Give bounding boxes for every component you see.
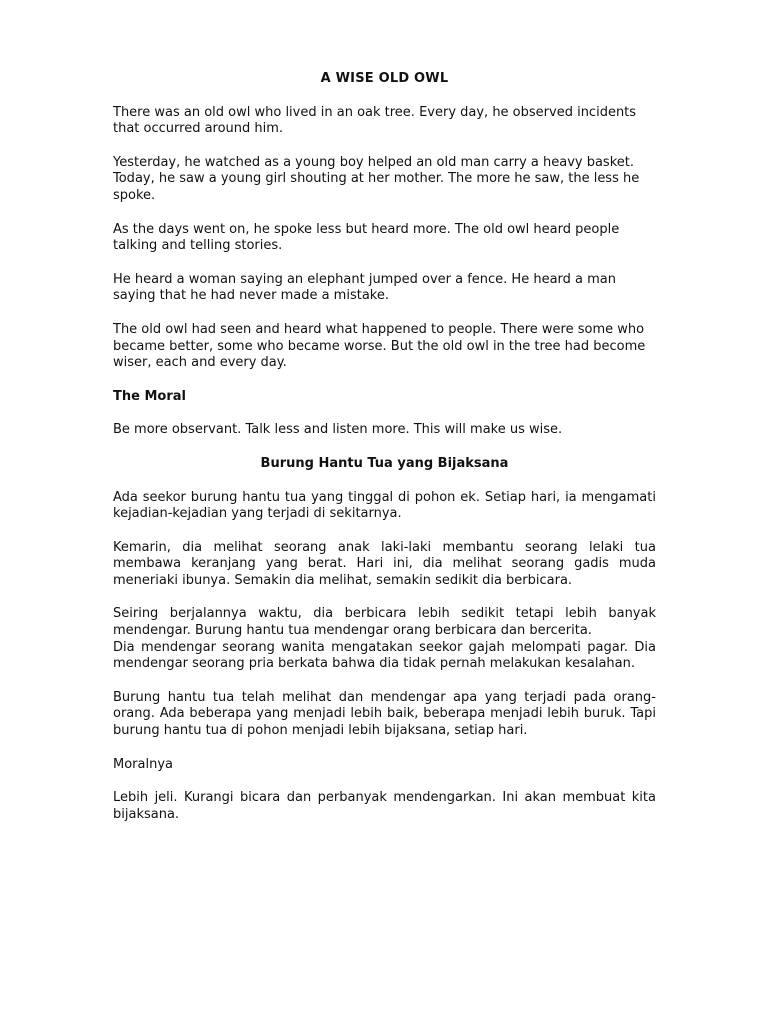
document-page bbox=[113, 71, 656, 840]
indonesian-paragraph-3 bbox=[113, 606, 656, 672]
english-title: A WISE OLD OWL bbox=[320, 71, 449, 86]
indonesian-title: Burung Hantu Tua yang Bijaksana bbox=[260, 455, 509, 471]
english-moral-text: Be more observant. Talk less and listen more. This will make us wise. bbox=[113, 422, 563, 438]
english-paragraph-3: As the days went on, he spoke less but heard more. The old owl heard people talking and telling stories. bbox=[113, 221, 620, 254]
english-paragraph-2: Yesterday, he watched as a young boy helped an old man carry a heavy basket. Today, he saw a young girl shouting at her mother. The more he saw, the less he spoke. bbox=[113, 154, 640, 203]
indonesian-paragraph-4: Burung hantu tua telah melihat dan mendengar apa yang terjadi pada orang-orang. Ada beberapa yang menjadi lebih baik, beberapa menjadi lebih buruk. Tapi burung hantu tua di pohon menjadi lebih bijaksana, setiap hari. bbox=[113, 689, 656, 739]
indonesian-paragraph-2: Kemarin, dia melihat seorang anak laki-laki membantu seorang lelaki tua membawa keranjang yang berat. Hari ini, dia melihat seorang gadis muda meneriaki ibunya. Semakin dia melihat, semakin sedikit dia berbicara. bbox=[113, 539, 656, 588]
english-paragraph-4: He heard a woman saying an elephant jumped over a fence. He heard a man saying that he had never made a mistake. bbox=[113, 271, 617, 304]
indonesian-paragraph-1: Ada seekor burung hantu tua yang tinggal di pohon ek. Setiap hari, ia mengamati kejadian-kejadian yang terjadi di sekitarnya. bbox=[113, 489, 656, 522]
english-paragraph-5: The old owl had seen and heard what happened to people. There were some who became better, some who became worse. But the old owl in the tree had become wiser, each and every day. bbox=[113, 321, 646, 371]
indonesian-moral-text: Lebih jeli. Kurangi bicara dan perbanyak mendengarkan. Ini akan membuat kita bijaksana. bbox=[113, 790, 656, 822]
indonesian-moral-heading: Moralnya bbox=[113, 756, 173, 772]
english-moral-heading: The Moral bbox=[113, 388, 186, 404]
indonesian-paragraph-3-line-2: Dia mendengar seorang wanita mengatakan seekor gajah melompati pagar. Dia mendengar seorang pria berkata bahwa dia tidak pernah melakukan kesalahan. bbox=[113, 639, 656, 672]
indonesian-paragraph-3-line-1: Seiring berjalannya waktu, dia berbicara lebih sedikit tetapi lebih banyak mendengar. Burung hantu tua mendengar orang berbicara dan bercerita. bbox=[113, 606, 656, 639]
english-paragraph-1: There was an old owl who lived in an oak tree. Every day, he observed incidents that occurred around him. bbox=[113, 104, 637, 137]
